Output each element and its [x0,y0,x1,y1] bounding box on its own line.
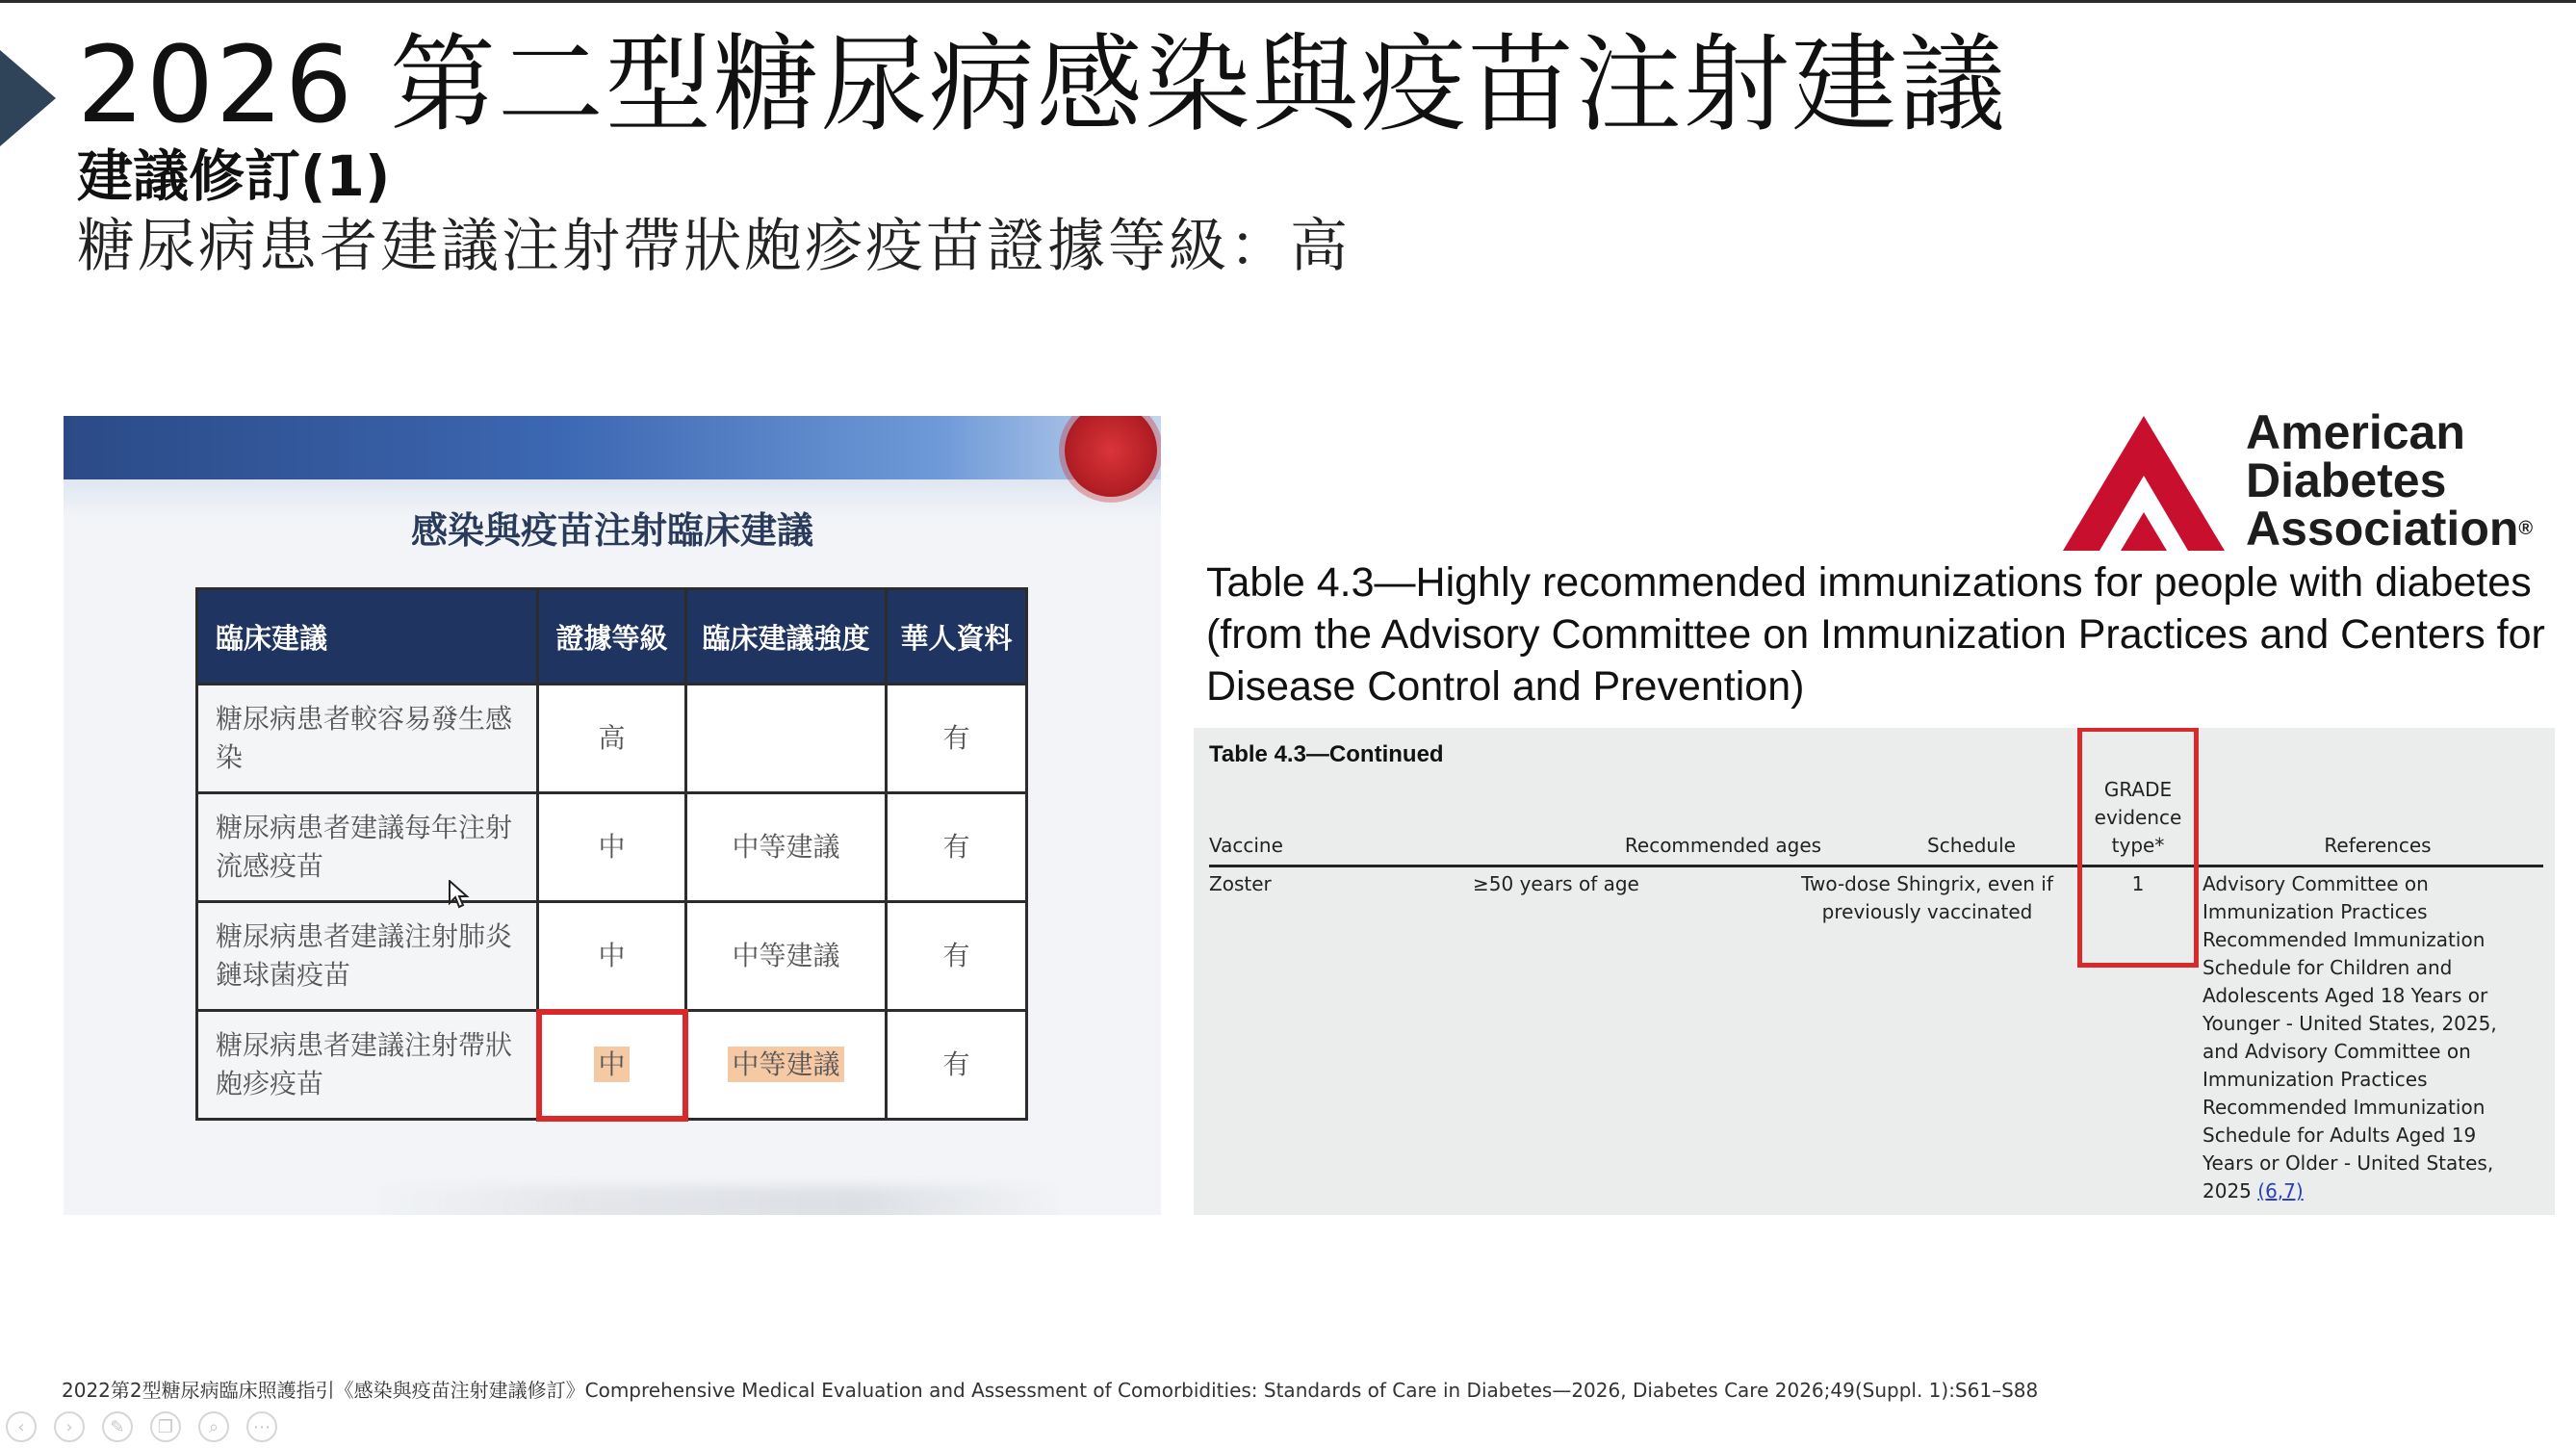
table-row [197,902,1027,1011]
ada-line-3: Association [2246,502,2519,556]
panel-bottom-blur [372,1186,1065,1215]
cell-strength: 中等建議 [686,793,887,902]
slide-footer: 2022第2型糖尿病臨床照護指引《感染與疫苗注射建議修訂》Comprehensive Medical Evaluation and Assessment of Comorbidities: Standards of Care in Diabetes—2026, Diabetes Care 2026;49(Suppl. 1):S61–S88 [62,1379,2039,1402]
cell-references [2202,870,2520,1205]
header-recommended-ages: Recommended ages [1624,834,1822,857]
slide-subtext: 糖尿病患者建議注射帶狀皰疹疫苗證據等級：高 [77,213,1351,280]
highlighted-evidence: 中 [594,1047,629,1082]
ada-wordmark [2246,405,2534,556]
column-header-recommendation: 臨床建議 [197,589,538,685]
table-row [197,793,1027,902]
cell-strength [686,685,887,793]
slide-title: 2026 第二型糖尿病感染與疫苗注射建議 [77,23,2007,146]
prev-icon[interactable]: ‹ [6,1411,37,1442]
cell-chinese-data: 有 [887,1011,1027,1120]
grade-highlight-box [2077,728,2199,968]
table-caption: Table 4.3—Highly recommended immunizations for people with diabetes (from the Advisory Committee on Immunization Practices and Centers for Disease Control and Prevention) [1206,559,2545,710]
header-references: References [2324,834,2432,857]
mouse-cursor-icon [449,880,470,911]
clinical-recommendation-panel [64,416,1161,1215]
header-schedule: Schedule [1927,834,2016,857]
cell-schedule: Two-dose Shingrix, even if previously vaccinated [1801,872,2053,923]
panel-banner [64,416,1161,479]
header-vaccine: Vaccine [1209,834,1283,857]
cell-vaccine: Zoster [1209,872,1272,895]
table-header-row [197,589,1027,685]
cell-recommendation: 糖尿病患者較容易發生感染 [197,685,538,793]
slide-arrow-marker [0,50,56,146]
column-header-chinese-data: 華人資料 [887,589,1027,685]
ada-triangle-icon [2063,412,2246,555]
cell-chinese-data: 有 [887,685,1027,793]
highlighted-strength: 中等建議 [728,1047,843,1082]
slide-controls [6,1411,277,1446]
more-icon[interactable]: ⋯ [246,1411,277,1442]
header-rule [1209,865,2543,867]
cell-strength [686,1011,887,1120]
table-row [197,685,1027,793]
zoom-icon[interactable]: ⌕ [198,1411,229,1442]
ada-logo [2063,405,2563,556]
cell-evidence-highlighted [538,1011,686,1120]
cell-recommended-ages: ≥50 years of age [1473,872,1639,895]
cell-chinese-data: 有 [887,793,1027,902]
header-grade: GRADE evidence type* [2094,778,2182,857]
cell-grade: 1 [2131,872,2145,895]
table-row [197,1011,1027,1120]
copy-icon[interactable]: ❐ [150,1411,181,1442]
cell-recommendation: 糖尿病患者建議注射帶狀皰疹疫苗 [197,1011,538,1120]
cell-evidence: 中 [538,793,686,902]
ada-table-panel [1194,728,2555,1215]
column-header-evidence: 證據等級 [538,589,686,685]
registered-mark: ® [2518,518,2534,539]
panel-heading: 感染與疫苗注射臨床建議 [410,509,813,552]
recommendation-table [195,587,1028,1121]
cell-recommendation: 糖尿病患者建議每年注射流感疫苗 [197,793,538,902]
top-border [0,0,2576,3]
next-icon[interactable]: › [54,1411,85,1442]
cell-strength: 中等建議 [686,902,887,1011]
cell-chinese-data: 有 [887,902,1027,1011]
cell-recommendation: 糖尿病患者建議注射肺炎鏈球菌疫苗 [197,902,538,1011]
table-title: Table 4.3—Continued [1209,741,1444,767]
cell-evidence: 高 [538,685,686,793]
cell-evidence: 中 [538,902,686,1011]
ada-line-2: Diabetes [2246,453,2447,507]
slide-subtitle: 建議修訂(1) [77,143,391,209]
references-link[interactable]: (6,7) [2257,1179,2304,1202]
references-text: Advisory Committee on Immunization Practices Recommended Immunization Schedule for Children and Adolescents Aged 18 Years or Younger - United States, 2025, and Advisory Committee on Immunization Practices Recommended Immunization Schedule for Adults Aged 19 Years or Older - United States, 2025 [2202,872,2497,1202]
pen-icon[interactable]: ✎ [102,1411,133,1442]
ada-line-1: American [2246,405,2465,459]
column-header-strength: 臨床建議強度 [686,589,887,685]
